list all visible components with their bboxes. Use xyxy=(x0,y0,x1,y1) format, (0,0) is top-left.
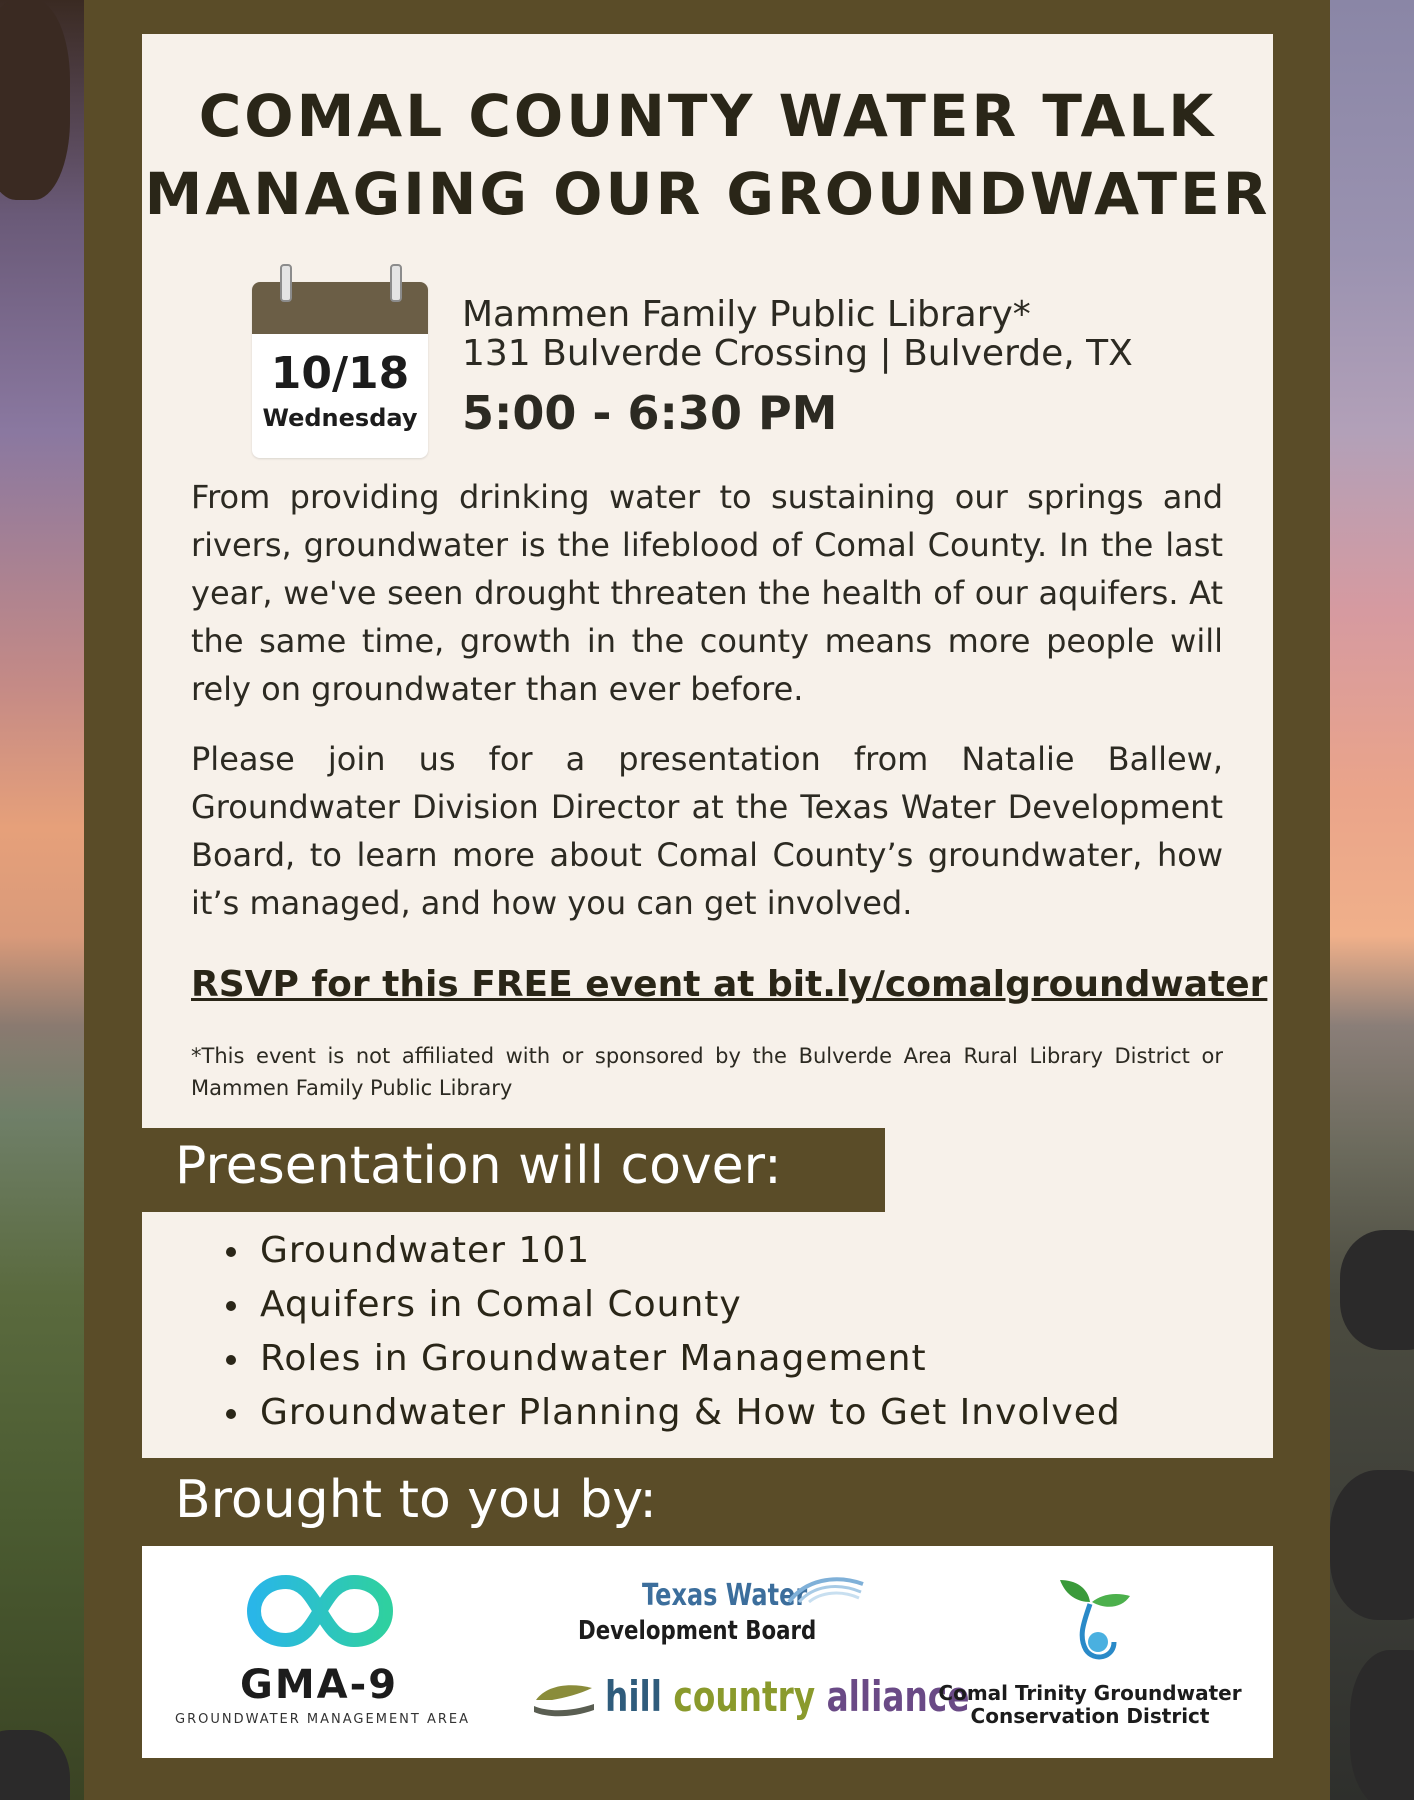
presentation-paragraph: Please join us for a presentation from Natalie Ballew, Groundwater Division Director at the Texas Water Development Board, to learn more about Comal County’s groundwater, how it’s managed, and how you can get involved. xyxy=(191,740,1223,922)
twdb-line-2: Development Board xyxy=(578,1616,817,1646)
topic-text: Groundwater Planning & How to Get Involved xyxy=(260,1392,1121,1433)
rock-shape xyxy=(1340,1230,1414,1350)
location-name: Mammen Family Public Library* xyxy=(462,294,1031,335)
ctgcd-line-2: Conservation District xyxy=(970,1704,1210,1728)
bullet-icon xyxy=(226,1355,236,1365)
topic-text: Roles in Groundwater Management xyxy=(260,1338,927,1379)
bullet-icon xyxy=(226,1247,236,1257)
intro-paragraph: From providing drinking water to sustaining our springs and rivers, groundwater is the lifeblood of Comal County. In the last year, we've seen drought threaten the health of our aquifers. At the same time, growth in the county means more people will rely on groundwater than ever before. xyxy=(191,478,1223,708)
presentation-heading: Presentation will cover: xyxy=(175,1136,782,1196)
title-line-2: MANAGING OUR GROUNDWATER xyxy=(144,160,1271,228)
hca-word-hill: hill xyxy=(605,1672,674,1721)
sponsors-heading: Brought to you by: xyxy=(175,1470,657,1530)
event-date: 10/18 xyxy=(270,348,410,399)
rock-shape xyxy=(0,1730,70,1800)
gma9-infinity-logo-icon xyxy=(246,1572,394,1650)
hca-word-alliance: alliance xyxy=(826,1672,970,1721)
background-photo-left xyxy=(0,0,84,1800)
rock-shape xyxy=(0,0,70,200)
disclaimer-text: *This event is not affiliated with or sponsored by the Bulverde Area Rural Library District or Mammen Family Public Library xyxy=(191,1044,1223,1100)
gma9-subtitle: GROUNDWATER MANAGEMENT AREA xyxy=(175,1712,470,1727)
topic-text: Groundwater 101 xyxy=(260,1230,591,1271)
event-weekday: Wednesday xyxy=(262,404,418,432)
twdb-wave-icon xyxy=(785,1572,865,1606)
ctgcd-line-1: Comal Trinity Groundwater xyxy=(938,1681,1242,1705)
rsvp-link[interactable]: RSVP for this FREE event at bit.ly/comalgroundwater xyxy=(191,964,1268,1005)
list-item xyxy=(226,1332,1121,1386)
topic-list xyxy=(226,1224,1121,1440)
rock-shape xyxy=(1330,1470,1414,1620)
bullet-icon xyxy=(226,1301,236,1311)
hca-hand-leaf-icon xyxy=(530,1678,598,1718)
topic-text: Aquifers in Comal County xyxy=(260,1284,742,1325)
hca-name xyxy=(605,1672,969,1721)
title-line-1: COMAL COUNTY WATER TALK xyxy=(198,82,1217,150)
list-item xyxy=(226,1224,1121,1278)
hca-word-country: country xyxy=(673,1672,827,1721)
gma9-name: GMA-9 xyxy=(240,1662,399,1708)
ctgcd-leaf-drop-icon xyxy=(1048,1572,1134,1668)
ctgcd-name xyxy=(930,1682,1250,1728)
list-item xyxy=(226,1386,1121,1440)
bullet-icon xyxy=(226,1409,236,1419)
location-address: 131 Bulverde Crossing | Bulverde, TX xyxy=(462,333,1133,374)
rock-shape xyxy=(1350,1650,1414,1800)
calendar-ring xyxy=(280,264,292,302)
event-time: 5:00 - 6:30 PM xyxy=(462,386,838,440)
twdb-line-1: Texas Water xyxy=(642,1578,808,1613)
calendar-icon xyxy=(252,282,428,458)
list-item xyxy=(226,1278,1121,1332)
calendar-ring xyxy=(390,264,402,302)
background-photo-right xyxy=(1330,0,1414,1800)
